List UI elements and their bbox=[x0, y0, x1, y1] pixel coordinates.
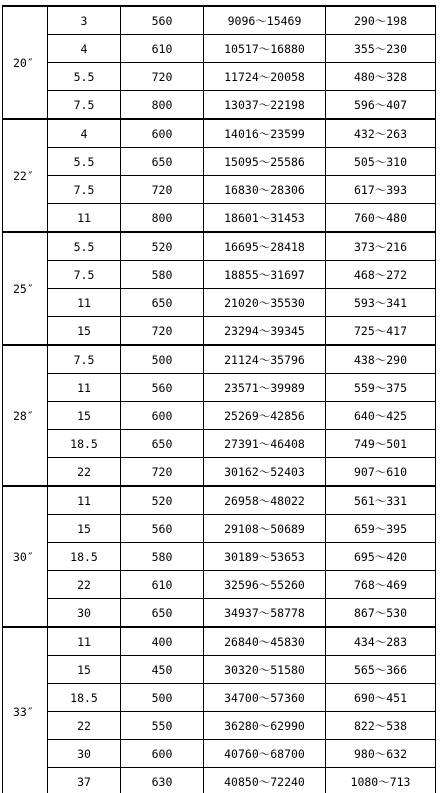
table-row bbox=[3, 63, 436, 91]
power-cell: 4 bbox=[48, 35, 121, 63]
power-cell: 4 bbox=[48, 119, 121, 148]
power-cell: 7.5 bbox=[48, 261, 121, 289]
head-range-cell: 760～480 bbox=[326, 204, 436, 233]
speed-cell: 550 bbox=[121, 712, 204, 740]
flow-range-cell: 21020～35530 bbox=[204, 289, 326, 317]
flow-range-cell: 26840～45830 bbox=[204, 627, 326, 656]
head-range-cell: 980～632 bbox=[326, 740, 436, 768]
power-cell: 3 bbox=[48, 6, 121, 35]
size-cell: 25″ bbox=[3, 232, 48, 345]
flow-range-cell: 18601～31453 bbox=[204, 204, 326, 233]
speed-cell: 800 bbox=[121, 204, 204, 233]
speed-cell: 600 bbox=[121, 740, 204, 768]
flow-range-cell: 11724～20058 bbox=[204, 63, 326, 91]
table-row bbox=[3, 768, 436, 793]
speed-cell: 500 bbox=[121, 345, 204, 374]
speed-cell: 650 bbox=[121, 599, 204, 628]
table-row bbox=[3, 712, 436, 740]
table-row bbox=[3, 317, 436, 346]
power-cell: 15 bbox=[48, 515, 121, 543]
flow-range-cell: 15095～25586 bbox=[204, 148, 326, 176]
power-cell: 11 bbox=[48, 486, 121, 515]
table-row bbox=[3, 515, 436, 543]
speed-cell: 560 bbox=[121, 515, 204, 543]
spec-table bbox=[2, 5, 436, 793]
table-row bbox=[3, 740, 436, 768]
flow-range-cell: 16695～28418 bbox=[204, 232, 326, 261]
head-range-cell: 749～501 bbox=[326, 430, 436, 458]
speed-cell: 650 bbox=[121, 148, 204, 176]
head-range-cell: 355～230 bbox=[326, 35, 436, 63]
speed-cell: 650 bbox=[121, 430, 204, 458]
table-row bbox=[3, 6, 436, 35]
power-cell: 30 bbox=[48, 740, 121, 768]
flow-range-cell: 34700～57360 bbox=[204, 684, 326, 712]
table-row bbox=[3, 261, 436, 289]
power-cell: 22 bbox=[48, 458, 121, 487]
table-row bbox=[3, 571, 436, 599]
speed-cell: 720 bbox=[121, 176, 204, 204]
speed-cell: 650 bbox=[121, 289, 204, 317]
head-range-cell: 867～530 bbox=[326, 599, 436, 628]
table-row bbox=[3, 486, 436, 515]
power-cell: 15 bbox=[48, 317, 121, 346]
flow-range-cell: 26958～48022 bbox=[204, 486, 326, 515]
speed-cell: 560 bbox=[121, 6, 204, 35]
head-range-cell: 561～331 bbox=[326, 486, 436, 515]
speed-cell: 500 bbox=[121, 684, 204, 712]
power-cell: 5.5 bbox=[48, 63, 121, 91]
head-range-cell: 768～469 bbox=[326, 571, 436, 599]
size-cell: 30″ bbox=[3, 486, 48, 627]
flow-range-cell: 23294～39345 bbox=[204, 317, 326, 346]
speed-cell: 520 bbox=[121, 486, 204, 515]
speed-cell: 600 bbox=[121, 119, 204, 148]
head-range-cell: 725～417 bbox=[326, 317, 436, 346]
power-cell: 18.5 bbox=[48, 430, 121, 458]
table-row bbox=[3, 91, 436, 120]
head-range-cell: 695～420 bbox=[326, 543, 436, 571]
table-row bbox=[3, 599, 436, 628]
head-range-cell: 1080～713 bbox=[326, 768, 436, 793]
power-cell: 11 bbox=[48, 289, 121, 317]
power-cell: 18.5 bbox=[48, 684, 121, 712]
speed-cell: 520 bbox=[121, 232, 204, 261]
head-range-cell: 596～407 bbox=[326, 91, 436, 120]
power-cell: 15 bbox=[48, 656, 121, 684]
table-row bbox=[3, 204, 436, 233]
power-cell: 22 bbox=[48, 571, 121, 599]
speed-cell: 600 bbox=[121, 402, 204, 430]
speed-cell: 560 bbox=[121, 374, 204, 402]
speed-cell: 580 bbox=[121, 543, 204, 571]
power-cell: 7.5 bbox=[48, 345, 121, 374]
power-cell: 11 bbox=[48, 374, 121, 402]
flow-range-cell: 29108～50689 bbox=[204, 515, 326, 543]
table-row bbox=[3, 232, 436, 261]
flow-range-cell: 10517～16880 bbox=[204, 35, 326, 63]
spec-table-body bbox=[3, 6, 436, 793]
flow-range-cell: 23571～39989 bbox=[204, 374, 326, 402]
flow-range-cell: 9096～15469 bbox=[204, 6, 326, 35]
head-range-cell: 438～290 bbox=[326, 345, 436, 374]
table-row bbox=[3, 458, 436, 487]
flow-range-cell: 36280～62990 bbox=[204, 712, 326, 740]
speed-cell: 720 bbox=[121, 458, 204, 487]
head-range-cell: 690～451 bbox=[326, 684, 436, 712]
table-row bbox=[3, 119, 436, 148]
power-cell: 5.5 bbox=[48, 232, 121, 261]
flow-range-cell: 14016～23599 bbox=[204, 119, 326, 148]
power-cell: 22 bbox=[48, 712, 121, 740]
flow-range-cell: 30320～51580 bbox=[204, 656, 326, 684]
table-row bbox=[3, 148, 436, 176]
flow-range-cell: 40850～72240 bbox=[204, 768, 326, 793]
head-range-cell: 373～216 bbox=[326, 232, 436, 261]
head-range-cell: 480～328 bbox=[326, 63, 436, 91]
table-row bbox=[3, 374, 436, 402]
table-row bbox=[3, 684, 436, 712]
power-cell: 7.5 bbox=[48, 91, 121, 120]
head-range-cell: 468～272 bbox=[326, 261, 436, 289]
head-range-cell: 640～425 bbox=[326, 402, 436, 430]
power-cell: 5.5 bbox=[48, 148, 121, 176]
power-cell: 37 bbox=[48, 768, 121, 793]
table-row bbox=[3, 345, 436, 374]
power-cell: 18.5 bbox=[48, 543, 121, 571]
flow-range-cell: 32596～55260 bbox=[204, 571, 326, 599]
size-cell: 28″ bbox=[3, 345, 48, 486]
power-cell: 7.5 bbox=[48, 176, 121, 204]
speed-cell: 800 bbox=[121, 91, 204, 120]
flow-range-cell: 30162～52403 bbox=[204, 458, 326, 487]
speed-cell: 630 bbox=[121, 768, 204, 793]
flow-range-cell: 25269～42856 bbox=[204, 402, 326, 430]
head-range-cell: 593～341 bbox=[326, 289, 436, 317]
table-row bbox=[3, 430, 436, 458]
head-range-cell: 617～393 bbox=[326, 176, 436, 204]
head-range-cell: 907～610 bbox=[326, 458, 436, 487]
head-range-cell: 505～310 bbox=[326, 148, 436, 176]
head-range-cell: 290～198 bbox=[326, 6, 436, 35]
flow-range-cell: 18855～31697 bbox=[204, 261, 326, 289]
speed-cell: 610 bbox=[121, 571, 204, 599]
table-row bbox=[3, 176, 436, 204]
speed-cell: 580 bbox=[121, 261, 204, 289]
power-cell: 11 bbox=[48, 204, 121, 233]
speed-cell: 720 bbox=[121, 317, 204, 346]
table-row bbox=[3, 402, 436, 430]
speed-cell: 400 bbox=[121, 627, 204, 656]
flow-range-cell: 21124～35796 bbox=[204, 345, 326, 374]
flow-range-cell: 40760～68700 bbox=[204, 740, 326, 768]
head-range-cell: 434～283 bbox=[326, 627, 436, 656]
head-range-cell: 822～538 bbox=[326, 712, 436, 740]
power-cell: 15 bbox=[48, 402, 121, 430]
power-cell: 30 bbox=[48, 599, 121, 628]
table-row bbox=[3, 543, 436, 571]
flow-range-cell: 13037～22198 bbox=[204, 91, 326, 120]
table-row bbox=[3, 656, 436, 684]
head-range-cell: 432～263 bbox=[326, 119, 436, 148]
head-range-cell: 559～375 bbox=[326, 374, 436, 402]
speed-cell: 720 bbox=[121, 63, 204, 91]
table-row bbox=[3, 289, 436, 317]
flow-range-cell: 34937～58778 bbox=[204, 599, 326, 628]
size-cell: 22″ bbox=[3, 119, 48, 232]
head-range-cell: 659～395 bbox=[326, 515, 436, 543]
speed-cell: 610 bbox=[121, 35, 204, 63]
table-row bbox=[3, 35, 436, 63]
speed-cell: 450 bbox=[121, 656, 204, 684]
power-cell: 11 bbox=[48, 627, 121, 656]
head-range-cell: 565～366 bbox=[326, 656, 436, 684]
flow-range-cell: 27391～46408 bbox=[204, 430, 326, 458]
flow-range-cell: 16830～28306 bbox=[204, 176, 326, 204]
size-cell: 20″ bbox=[3, 6, 48, 119]
table-row bbox=[3, 627, 436, 656]
size-cell: 33″ bbox=[3, 627, 48, 793]
flow-range-cell: 30189～53653 bbox=[204, 543, 326, 571]
